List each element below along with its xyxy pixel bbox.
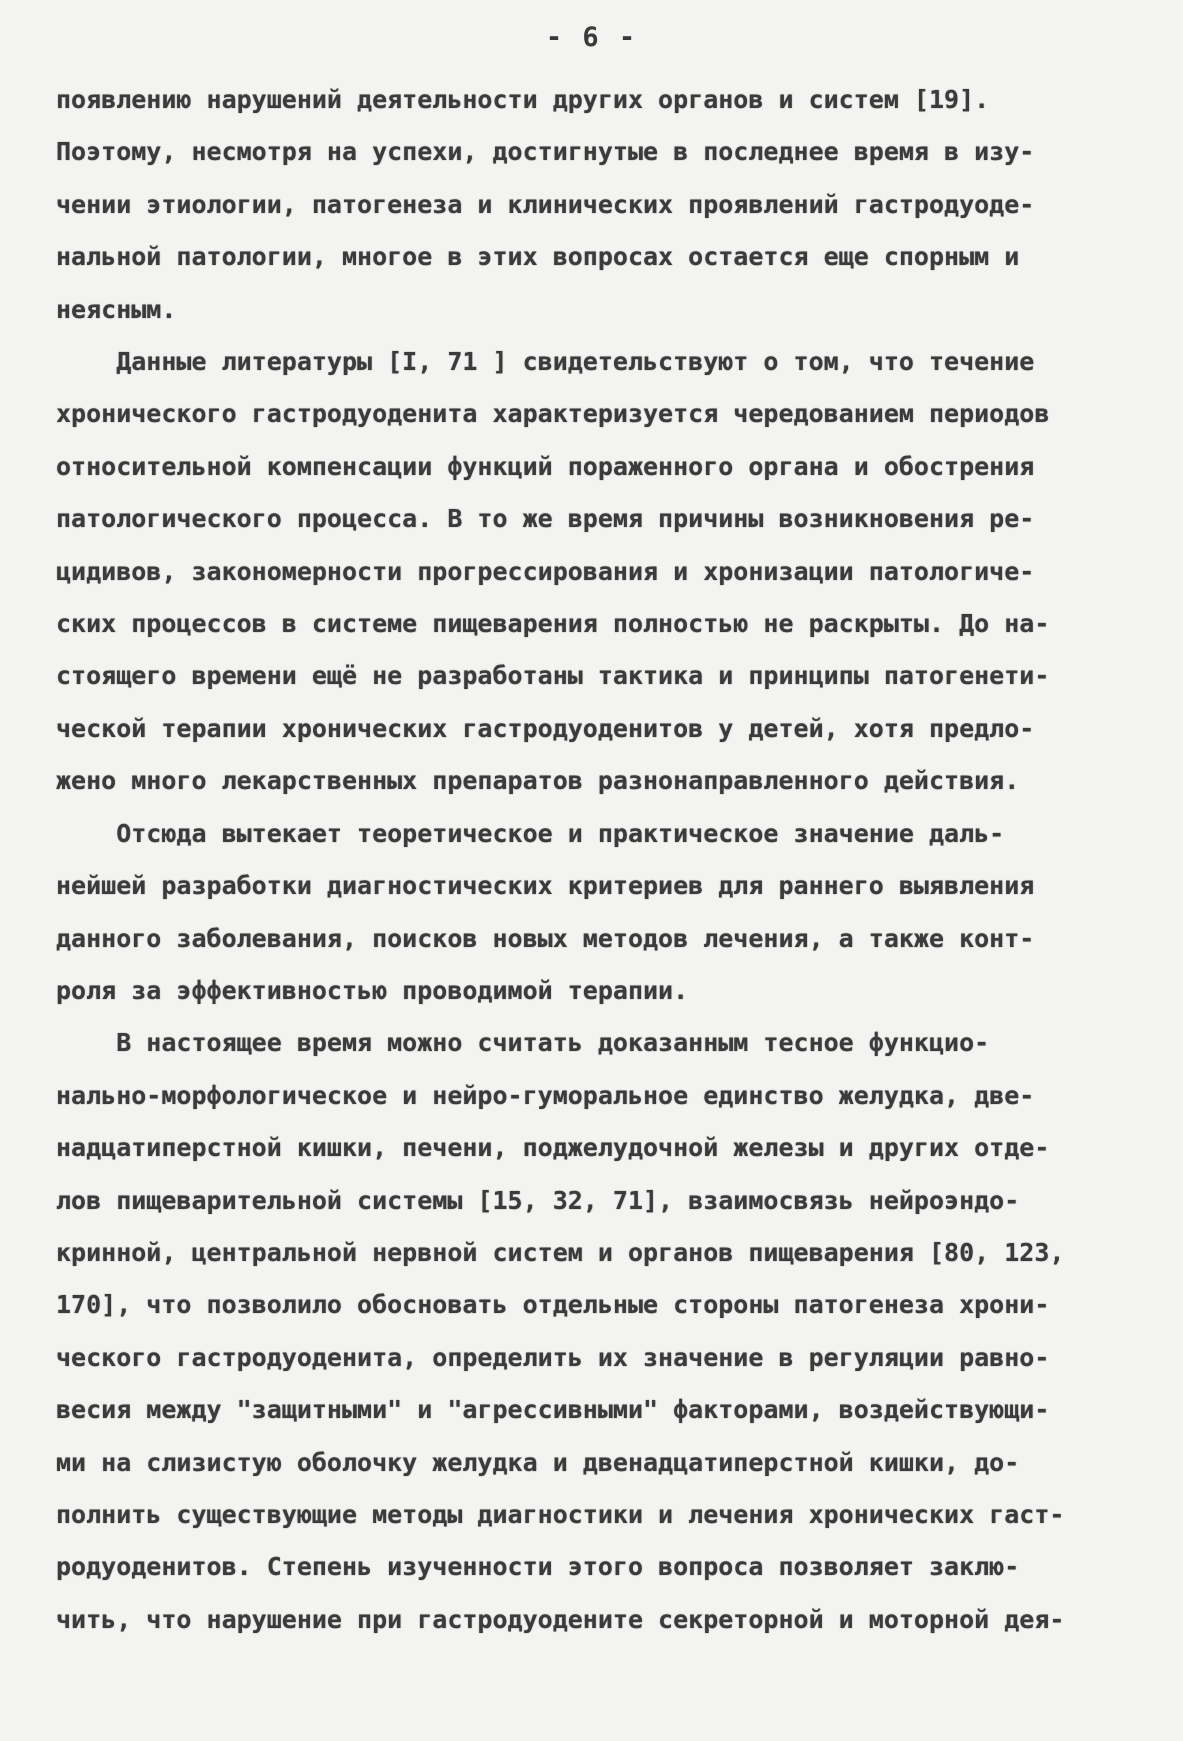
text-line: данного заболевания, поисков новых методов лечения, а также конт-	[56, 923, 1035, 953]
text-line: нально-морфологическое и нейро-гуморальное единство желудка, две-	[56, 1080, 1035, 1110]
text-line: стоящего времени ещё не разработаны тактика и принципы патогенети-	[56, 661, 1050, 691]
text-line: полнить существующие методы диагностики и лечения хронических гаст-	[56, 1499, 1065, 1529]
text-line: 170], что позволило обосновать отдельные стороны патогенеза хрони-	[56, 1290, 1050, 1320]
page-number: - 6 -	[545, 22, 638, 53]
text-line: неясным.	[56, 294, 177, 324]
text-line: цидивов, закономерности прогрессирования и хронизации патологиче-	[56, 556, 1035, 586]
text-line: появлению нарушений деятельности других органов и систем [19].	[56, 85, 990, 114]
text-line: чить, что нарушение при гастродуодените секреторной и моторной дея-	[56, 1604, 1065, 1634]
text-line: патологического процесса. В то же время причины возникновения ре-	[56, 504, 1035, 534]
text-line: ческого гастродуоденита, определить их значение в регуляции равно-	[56, 1342, 1050, 1372]
text-line: нейшей разработки диагностических критериев для раннего выявления	[56, 871, 1035, 901]
text-line: В настоящее время можно считать доказанным тесное функцио-	[56, 1028, 990, 1058]
text-line: Данные литературы [I, 71 ] свидетельствуют о том, что течение	[56, 347, 1035, 377]
text-line: Поэтому, несмотря на успехи, достигнутые в последнее время в изу-	[56, 137, 1035, 167]
text-line: ми на слизистую оболочку желудка и двенадцатиперстной кишки, до-	[56, 1447, 1020, 1477]
text-line: жено много лекарственных препаратов разнонаправленного действия.	[56, 766, 1020, 796]
text-line: лов пищеварительной системы [15, 32, 71], взаимосвязь нейроэндо-	[56, 1185, 1020, 1215]
text-line: кринной, центральной нервной систем и органов пищеварения [80, 123,	[56, 1237, 1065, 1267]
text-line: чении этиологии, патогенеза и клинических проявлений гастродуоде-	[56, 189, 1035, 219]
text-line: Отсюда вытекает теоретическое и практическое значение даль-	[56, 818, 1005, 848]
text-line: хронического гастродуоденита характеризуется чередованием периодов	[56, 399, 1050, 429]
text-line: родуоденитов. Степень изученности этого вопроса позволяет заклю-	[56, 1552, 1020, 1582]
body-text	[56, 74, 1116, 1646]
text-line: нальной патологии, многое в этих вопросах остается еще спорным и	[56, 242, 1020, 272]
text-line: относительной компенсации функций пораженного органа и обострения	[56, 451, 1035, 481]
text-line: ческой терапии хронических гастродуоденитов у детей, хотя предло-	[56, 713, 1035, 743]
text-line: весия между "защитными" и "агрессивными" факторами, воздействующи-	[56, 1395, 1050, 1425]
text-line: ских процессов в системе пищеварения полностью не раскрыты. До на-	[56, 609, 1050, 639]
text-line: надцатиперстной кишки, печени, поджелудочной железы и других отде-	[56, 1133, 1050, 1163]
text-line: роля за эффективностью проводимой терапии.	[56, 975, 689, 1005]
